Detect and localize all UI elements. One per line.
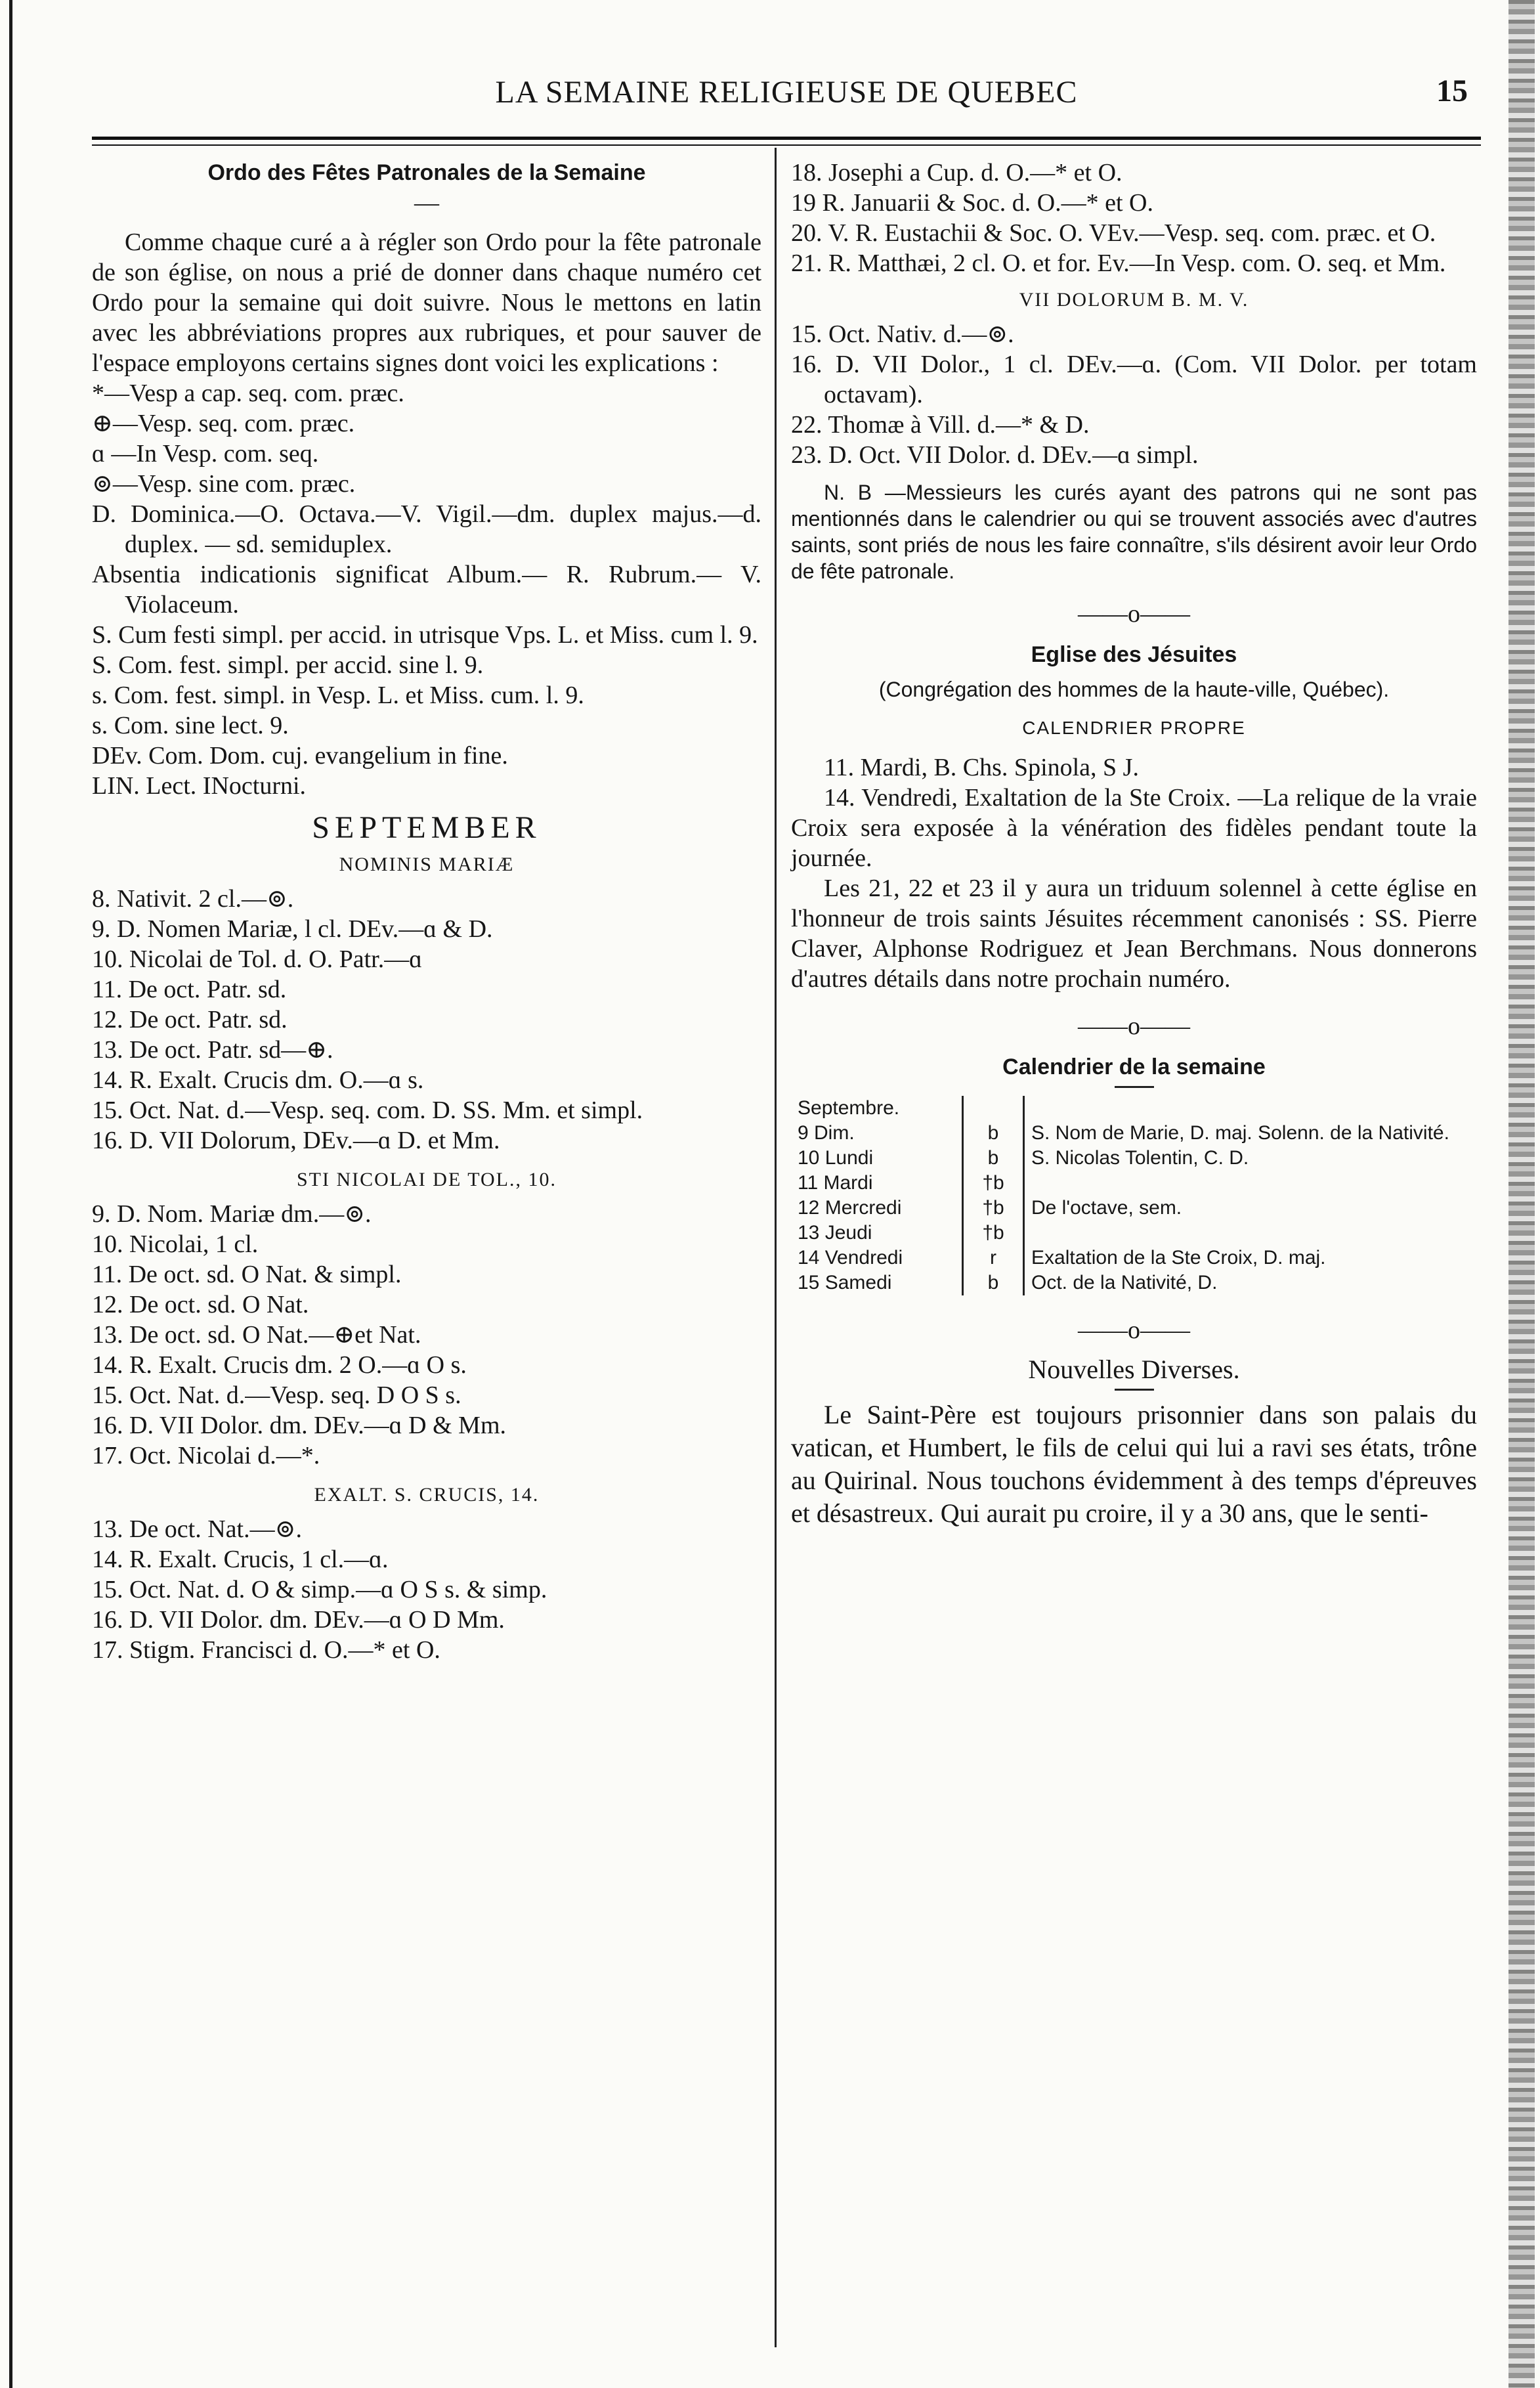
cal-day: 9 Dim.	[798, 1122, 855, 1144]
ordo-line: 13. De oct. Patr. sd—⊕.	[92, 1036, 333, 1064]
scan-left-edge	[9, 0, 12, 2388]
ordo-list-exalt-crucis	[92, 1514, 761, 1665]
cal-desc: S. Nom de Marie, D. maj. Solenn. de la Nativité.	[1031, 1122, 1449, 1144]
ordo-line: 15. Oct. Nativ. d.—⊚.	[791, 320, 1014, 348]
month-heading: SEPTEMBER	[312, 810, 542, 845]
cal-day: 11 Mardi	[798, 1172, 873, 1194]
legend-item: *—Vesp a cap. seq. com. præc.	[92, 380, 404, 407]
ordo-line: 14. R. Exalt. Crucis, 1 cl.—ɑ.	[92, 1546, 389, 1573]
nouvelles-heading: Nouvelles Diverses.	[1028, 1355, 1240, 1384]
ordo-line: 13. De oct. sd. O Nat.—⊕et Nat.	[92, 1321, 421, 1349]
jesuites-heading: Eglise des Jésuites	[1031, 642, 1237, 667]
ordo-line: 21. R. Matthæi, 2 cl. O. et for. Ev.—In Vesp. com. O. seq. et Mm.	[791, 250, 1446, 277]
cal-desc: Exaltation de la Ste Croix, D. maj.	[1031, 1247, 1326, 1269]
calendrier-semaine-heading: Calendrier de la semaine	[1002, 1054, 1266, 1079]
cal-rite: b	[963, 1121, 1024, 1146]
cal-rite: b	[963, 1270, 1024, 1295]
scan-right-edge	[1508, 0, 1535, 2388]
ordo-line: 13. De oct. Nat.—⊚.	[92, 1515, 302, 1543]
running-title: LA SEMAINE RELIGIEUSE DE QUEBEC	[495, 75, 1078, 110]
legend-item: Absentia indicationis significat Album.— R. Rubrum.— V. Violaceum.	[92, 561, 761, 619]
table-row	[791, 1246, 1458, 1270]
ordo-line: 15. Oct. Nat. d. O & simp.—ɑ O S s. & simp.	[92, 1576, 547, 1603]
table-row	[791, 1196, 1458, 1221]
ordo-line: 17. Oct. Nicolai d.—*.	[92, 1442, 320, 1469]
cal-day: Septembre.	[798, 1097, 900, 1119]
table-row	[791, 1121, 1458, 1146]
table-row	[791, 1096, 1458, 1121]
ordo-list-continued	[791, 158, 1477, 278]
cal-desc: S. Nicolas Tolentin, C. D.	[1031, 1147, 1249, 1169]
intro-paragraph: Comme chaque curé a à régler son Ordo pour la fête patronale de son église, on nous a prié de donner dans chaque numéro cet Ordo pour la semaine qui doit suivre. Nous le mettons en latin avec les abbréviations propres aux rubriques, et pour sauver de l'espace employons certains signes dont voici les explications :	[92, 228, 761, 377]
ordo-line: 18. Josephi a Cup. d. O.—* et O.	[791, 159, 1123, 186]
ordo-line: 12. De oct. sd. O Nat.	[92, 1291, 309, 1318]
cal-desc: Oct. de la Nativité, D.	[1031, 1272, 1218, 1293]
cal-rite	[963, 1096, 1024, 1121]
cal-rite: r	[963, 1246, 1024, 1270]
cal-rite: b	[963, 1146, 1024, 1171]
ordo-line: 16. D. VII Dolor. dm. DEv.—ɑ D & Mm.	[92, 1412, 507, 1439]
ordo-line: 11. De oct. Patr. sd.	[92, 976, 287, 1003]
table-row	[791, 1146, 1458, 1171]
legend-item: D. Dominica.—O. Octava.—V. Vigil.—dm. duplex majus.—d. duplex. — sd. semiduplex.	[92, 500, 761, 558]
cal-rite: †b	[963, 1196, 1024, 1221]
separator: ——o——	[1078, 600, 1190, 628]
ordo-line: 14. R. Exalt. Crucis dm. 2 O.—ɑ O s.	[92, 1351, 467, 1379]
page-header	[92, 69, 1481, 121]
left-column	[92, 158, 761, 1665]
ordo-line: 10. Nicolai, 1 cl.	[92, 1230, 259, 1258]
heading-underline	[1115, 1086, 1154, 1088]
legend-item: LIN. Lect. INocturni.	[92, 772, 307, 800]
cal-desc: De l'octave, sem.	[1031, 1197, 1182, 1219]
section-title-exalt-crucis: EXALT. S. CRUCIS, 14.	[314, 1484, 540, 1506]
legend-item: s. Com. fest. simpl. in Vesp. L. et Miss. cum. l. 9.	[92, 682, 584, 709]
right-column	[791, 158, 1477, 1530]
ordo-line: 14. R. Exalt. Crucis dm. O.—ɑ s.	[92, 1066, 424, 1094]
calendrier-propre-heading: CALENDRIER PROPRE	[1022, 718, 1246, 738]
heading-underline	[1115, 1389, 1154, 1391]
ordo-line: 11. De oct. sd. O Nat. & simpl.	[92, 1261, 402, 1288]
cal-desc	[1024, 1221, 1459, 1246]
legend-item: DEv. Com. Dom. cuj. evangelium in fine.	[92, 742, 508, 770]
ordo-line: 9. D. Nomen Mariæ, l cl. DEv.—ɑ & D.	[92, 915, 493, 943]
ordo-line: 16. D. VII Dolor., 1 cl. DEv.—ɑ. (Com. VII Dolor. per totam octavam).	[791, 351, 1477, 408]
ordo-line: 15. Oct. Nat. d.—Vesp. seq. com. D. SS. Mm. et simpl.	[92, 1096, 643, 1124]
ordo-line: 9. D. Nom. Mariæ dm.—⊚.	[92, 1200, 372, 1228]
ordo-line: 17. Stigm. Francisci d. O.—* et O.	[92, 1636, 440, 1664]
header-rule-thin	[92, 144, 1481, 146]
legend-item: ⊚—Vesp. sine com. præc.	[92, 470, 356, 498]
ordo-line: 16. D. VII Dolorum, DEv.—ɑ D. et Mm.	[92, 1127, 500, 1154]
ordo-line: 20. V. R. Eustachii & Soc. O. VEv.—Vesp. seq. com. præc. et O.	[791, 219, 1436, 247]
ordo-heading: Ordo des Fêtes Patronales de la Semaine	[207, 160, 646, 185]
table-row	[791, 1221, 1458, 1246]
separator: ——o——	[1078, 1316, 1190, 1344]
heading-dash: —	[414, 189, 439, 217]
section-title-vii-dolorum: VII DOLORUM B. M. V.	[1019, 289, 1249, 311]
legend-item: ɑ —In Vesp. com. seq.	[92, 440, 319, 467]
table-row	[791, 1171, 1458, 1196]
cal-desc	[1024, 1096, 1459, 1121]
ordo-line: 19 R. Januarii & Soc. d. O.—* et O.	[791, 189, 1154, 217]
ordo-line: 10. Nicolai de Tol. d. O. Patr.—ɑ	[92, 945, 423, 973]
ordo-list-nominis-mariae	[92, 884, 761, 1156]
ordo-list-vii-dolorum	[791, 319, 1477, 470]
column-divider	[775, 148, 777, 2347]
ordo-line: 16. D. VII Dolor. dm. DEv.—ɑ O D Mm.	[92, 1606, 505, 1634]
legend-item: S. Com. fest. simpl. per accid. sine l. 9.	[92, 651, 484, 679]
section-title-nominis-mariae: NOMINIS MARIÆ	[339, 854, 515, 875]
section-title-sti-nicolai: STI NICOLAI DE TOL., 10.	[296, 1169, 557, 1190]
ordo-line: 22. Thomæ à Vill. d.—* & D.	[791, 411, 1090, 439]
cal-day: 12 Mercredi	[798, 1197, 902, 1219]
nb-note: N. B —Messieurs les curés ayant des patrons qui ne sont pas mentionnés dans le calendrier ou qui se trouvent associés avec d'autres saints, sont priés de nous les faire connaître, s'ils désirent avoir leur Ordo de fête patronale.	[791, 481, 1477, 583]
cal-rite: †b	[963, 1171, 1024, 1196]
legend-item: ⊕—Vesp. seq. com. præc.	[92, 410, 355, 437]
jesuites-line: 14. Vendredi, Exaltation de la Ste Croix. —La relique de la vraie Croix sera exposée à la vénération des fidèles pendant toute la journée.	[791, 784, 1477, 872]
jesuites-subheading: (Congrégation des hommes de la haute-ville, Québec).	[878, 678, 1390, 701]
nouvelles-paragraph: Le Saint-Père est toujours prisonnier dans son palais du vatican, et Humbert, le fils de celui qui lui a ravi ses états, trône au Quirinal. Nous touchons évidemment à des temps d'épreuves et désastreux. Qui aurait pu croire, il y a 30 ans, que le senti-	[791, 1400, 1477, 1528]
jesuites-line: Les 21, 22 et 23 il y aura un triduum solennel à cette église en l'honneur de trois saints Jésuites récemment canonisés : SS. Pierre Claver, Alphonse Rodriguez et Jean Berchmans. Nous donnerons d'autres détails dans notre prochain numéro.	[791, 875, 1477, 993]
cal-day: 10 Lundi	[798, 1147, 874, 1169]
cal-desc	[1024, 1171, 1459, 1196]
ordo-line: 12. De oct. Patr. sd.	[92, 1006, 288, 1033]
ordo-list-sti-nicolai	[92, 1199, 761, 1471]
weekly-calendar-table	[791, 1096, 1458, 1295]
table-row	[791, 1270, 1458, 1295]
jesuites-line: 11. Mardi, B. Chs. Spinola, S J.	[824, 754, 1139, 781]
legend-item: S. Cum festi simpl. per accid. in utrisque Vps. L. et Miss. cum l. 9.	[92, 621, 758, 649]
ordo-line: 23. D. Oct. VII Dolor. d. DEv.—ɑ simpl.	[791, 441, 1199, 469]
ordo-line: 15. Oct. Nat. d.—Vesp. seq. D O S s.	[92, 1381, 461, 1409]
page-number: 15	[1436, 74, 1468, 108]
header-rule	[92, 137, 1481, 140]
cal-day: 15 Samedi	[798, 1272, 892, 1293]
separator: ——o——	[1078, 1012, 1190, 1040]
cal-day: 14 Vendredi	[798, 1247, 903, 1269]
legend-list	[92, 378, 761, 801]
legend-item: s. Com. sine lect. 9.	[92, 712, 289, 739]
ordo-line: 8. Nativit. 2 cl.—⊚.	[92, 885, 294, 913]
cal-rite: †b	[963, 1221, 1024, 1246]
cal-day: 13 Jeudi	[798, 1222, 872, 1244]
